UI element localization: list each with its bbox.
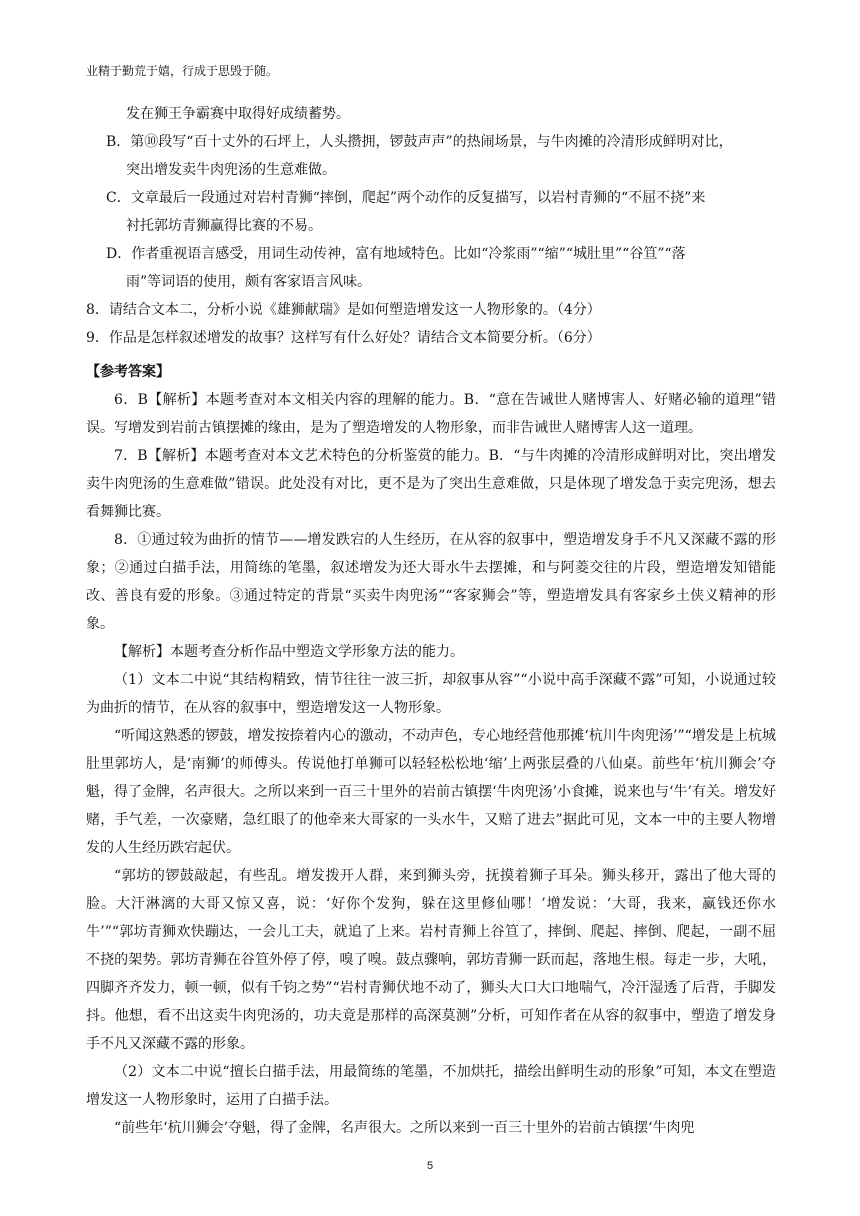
page-number: 5 <box>426 1160 434 1172</box>
option-line: 突出增发卖牛肉兜汤的生意难做。 <box>126 162 336 178</box>
option-line: 衬托郭坊青狮赢得比赛的不易。 <box>126 218 322 234</box>
answer-paragraph: （2）文本二中说“擅长白描手法，用最简练的笔墨，不加烘托，描绘出鲜明生动的形象”可知，本文在塑造增发这一人物形象时，运用了白描手法。 <box>86 1064 776 1108</box>
answer-paragraph: 6．B【解析】本题考查对本文相关内容的理解的能力。B．“意在告诫世人赌博害人、好赌必输的道理”错误。写增发到岩前古镇摆摊的缘由，是为了塑造增发的人物形象，而非告诫世人赌博害人这一道理。 <box>86 392 776 436</box>
option-line: 发在狮王争霸赛中取得好成绩蓄势。 <box>126 106 350 122</box>
answer-section <box>86 386 776 1142</box>
option-line: 雨”等词语的使用，颇有客家语言风味。 <box>126 274 372 290</box>
answer-paragraph: 【解析】本题考查分析作品中塑造文学形象方法的能力。 <box>114 644 464 660</box>
option-b: B．第⑩段写“百十丈外的石坪上，人头攒拥，锣鼓声声”的热闹场景，与牛肉摊的冷清形成鲜明对比， <box>106 134 733 150</box>
answer-paragraph: “前些年‘杭川狮会’夺魁，得了金牌，名声很大。之所以来到一百三十里外的岩前古镇摆‘牛肉兜 <box>114 1120 695 1136</box>
question-8: 8．请结合文本二，分析小说《雄狮献瑞》是如何塑造增发这一人物形象的。（4分） <box>86 302 601 318</box>
answer-paragraph: 7．B【解析】本题考查对本文艺术特色的分析鉴赏的能力。B．“与牛肉摊的冷清形成鲜明对比，突出增发卖牛肉兜汤的生意难做”错误。此处没有对比，更不是为了突出生意难做，只是体现了增发急于卖完兜汤，想去看舞狮比赛。 <box>86 448 776 520</box>
answer-paragraph: （1）文本二中说“其结构精致，情节往往一波三折，却叙事从容”“小说中高手深藏不露”可知，小说通过较为曲折的情节，在从容的叙事中，塑造增发这一人物形象。 <box>86 672 776 716</box>
page-header-motto: 业精于勤荒于嬉，行成于思毁于随。 <box>86 64 279 78</box>
question-9: 9．作品是怎样叙述增发的故事？这样写有什么好处？请结合文本简要分析。（6分） <box>86 330 601 346</box>
document-body <box>86 100 776 1142</box>
answer-paragraph: 8．①通过较为曲折的情节——增发跌宕的人生经历，在从容的叙事中，塑造增发身手不凡又深藏不露的形象；②通过白描手法，用简练的笔墨，叙述增发为还大哥水牛去摆摊，和与阿菱交往的片段，塑造增发知错能改、善良有爱的形象。③通过特定的背景“买卖牛肉兜汤”“客家狮会”等，塑造增发具有客家乡土侠义精神的形象。 <box>86 532 776 632</box>
answer-paragraph: “听闻这熟悉的锣鼓，增发按捺着内心的激动，不动声色，专心地经营他那摊‘杭川牛肉兜汤’”“增发是上杭城肚里郭坊人，是‘南狮’的师傅头。传说他打单狮可以轻轻松松地‘缩’上两张层叠的八仙桌。前些年‘杭川狮会’夺魁，得了金牌，名声很大。之所以来到一百三十里外的岩前古镇摆‘牛肉兜汤’小食摊，说来也与‘牛’有关。增发好赌，手气差，一次豪赌，急红眼了的他牵来大哥家的一头水牛，又赔了进去”据此可见，文本一中的主要人物增发的人生经历跌宕起伏。 <box>86 728 776 856</box>
option-c: C．文章最后一段通过对岩村青狮“摔倒，爬起”两个动作的反复描写，以岩村青狮的“不屈不挠”来 <box>106 190 706 206</box>
option-d: D．作者重视语言感受，用词生动传神，富有地域特色。比如“冷浆雨”“缩”“城肚里”“谷笪”“落 <box>106 246 686 262</box>
answer-section-title: 【参考答案】 <box>86 364 170 380</box>
answer-paragraph: “郭坊的锣鼓敲起，有些乱。增发拨开人群，来到狮头旁，抚摸着狮子耳朵。狮头移开，露出了他大哥的脸。大汗淋漓的大哥又惊又喜，说：‘好你个发狗，躲在这里修仙哪！’增发说：‘大哥，我来，赢钱还你水牛’”“郭坊青狮欢快蹦达，一会儿工夫，就追了上来。岩村青狮上谷笪了，摔倒、爬起、摔倒、爬起，一副不屈不挠的架势。郭坊青狮在谷笪外停了停，嗅了嗅。鼓点骤响，郭坊青狮一跃而起，落地生根。每走一步，大吼，四脚齐齐发力，顿一顿，似有千钧之势”“岩村青狮伏地不动了，狮头大口大口地喘气，冷汗湿透了后背，手脚发抖。他想，看不出这卖牛肉兜汤的，功夫竟是那样的高深莫测”分析，可知作者在从容的叙事中，塑造了增发身手不凡又深藏不露的形象。 <box>86 868 776 1052</box>
question-options <box>86 100 776 352</box>
